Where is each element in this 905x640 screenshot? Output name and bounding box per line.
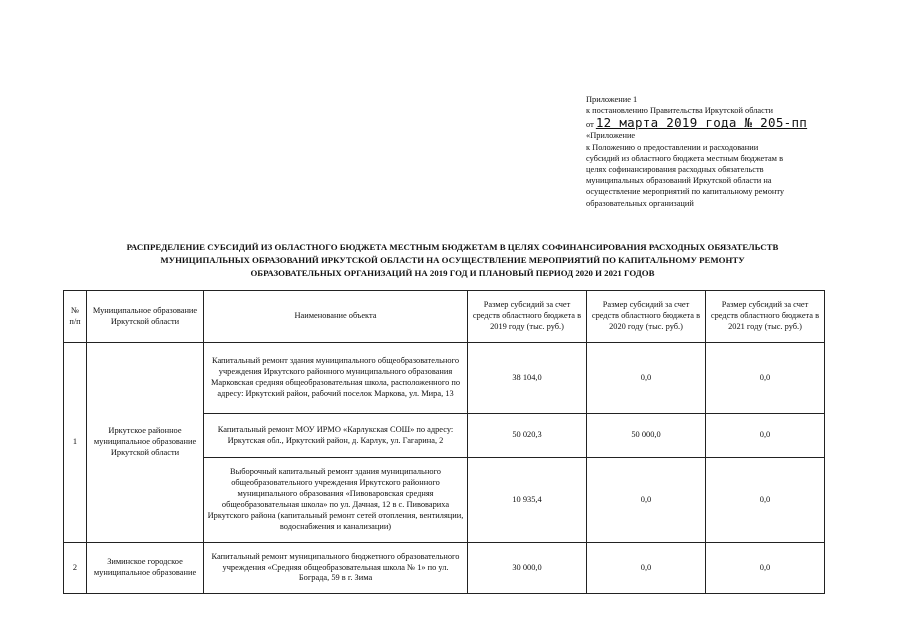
annex-line-4: «Приложение (586, 131, 636, 141)
amount-2021-cell: 0,0 (706, 458, 825, 543)
amount-2019-cell: 50 020,3 (468, 414, 587, 458)
object-name-cell: Выборочный капитальный ремонт здания муниципального общеобразовательного учреждения Иркутского районного муниципального образования «Пивоваровская средняя общеобразовательная школа» по ул. Дачная, 12 в с. Пивовариха Иркутского района (капитальный ремонт сетей отопления, вентиляции, водоснабжения и канализации) (204, 458, 468, 543)
title-line-1: РАСПРЕДЕЛЕНИЕ СУБСИДИЙ ИЗ ОБЛАСТНОГО БЮДЖЕТА МЕСТНЫМ БЮДЖЕТАМ В ЦЕЛЯХ СОФИНАНСИРОВАНИЯ РАСХОДНЫХ ОБЯЗАТЕЛЬСТВ (126, 242, 779, 252)
amount-2020-cell: 0,0 (587, 543, 706, 594)
annex-line-1: Приложение 1 (586, 95, 638, 104)
annex-line-10: образовательных организаций (586, 198, 694, 208)
amount-2021-cell: 0,0 (706, 343, 825, 414)
amount-2020-cell: 0,0 (587, 343, 706, 414)
header-municipality: Муниципальное образование Иркутской области (87, 291, 204, 343)
annex-date-handwritten: 12 марта 2019 года № 205-пп (595, 115, 808, 131)
table-row (64, 343, 825, 414)
amount-2021-cell: 0,0 (706, 543, 825, 594)
header-num: № п/п (64, 291, 87, 343)
header-2021: Размер субсидий за счет средств областного бюджета в 2021 году (тыс. руб.) (706, 291, 825, 343)
title-line-2: МУНИЦИПАЛЬНЫХ ОБРАЗОВАНИЙ ИРКУТСКОЙ ОБЛАСТИ НА ОСУЩЕСТВЛЕНИЕ МЕРОПРИЯТИЙ ПО КАПИТАЛЬНОМУ РЕМОНТУ (160, 255, 745, 265)
annex-date-line (586, 116, 886, 130)
amount-2019-cell: 30 000,0 (468, 543, 587, 594)
table-row (64, 543, 825, 594)
title-line-3: ОБРАЗОВАТЕЛЬНЫХ ОРГАНИЗАЦИЙ НА 2019 ГОД И ПЛАНОВЫЙ ПЕРИОД 2020 И 2021 ГОДОВ (250, 268, 655, 278)
amount-2020-cell: 0,0 (587, 458, 706, 543)
amount-2021-cell: 0,0 (706, 414, 825, 458)
municipality-cell: Зиминское городское муниципальное образование (87, 543, 204, 594)
annex-date-prefix: от (586, 120, 594, 130)
document-title (60, 241, 845, 280)
header-2019: Размер субсидий за счет средств областного бюджета в 2019 году (тыс. руб.) (468, 291, 587, 343)
object-name-cell: Капитальный ремонт муниципального бюджетного образовательного учреждения «Средняя общеобразовательная школа № 1» по ул. Бограда, 59 в г. Зима (204, 543, 468, 594)
municipality-cell: Иркутское районное муниципальное образование Иркутской области (87, 343, 204, 543)
object-name-cell: Капитальный ремонт МОУ ИРМО «Карлукская СОШ» по адресу: Иркутская обл., Иркутский район, д. Карлук, ул. Гагарина, 2 (204, 414, 468, 458)
amount-2020-cell: 50 000,0 (587, 414, 706, 458)
annex-line-8: муниципальных образований Иркутской области на (586, 176, 772, 186)
header-object: Наименование объекта (204, 291, 468, 343)
amount-2019-cell: 38 104,0 (468, 343, 587, 414)
annex-line-6: субсидий из областного бюджета местным бюджетам в (586, 153, 784, 163)
row-number: 2 (64, 543, 87, 594)
table-header-row (64, 291, 825, 343)
subsidy-table (63, 290, 825, 594)
annex-line-7: целях софинансирования расходных обязательств (586, 165, 764, 175)
object-name-cell: Капитальный ремонт здания муниципального общеобразовательного учреждения Иркутского районного муниципального образования Марковская средняя общеобразовательная школа, расположенного по адресу: Иркутский район, рабочий поселок Маркова, ул. Мира, 13 (204, 343, 468, 414)
amount-2019-cell: 10 935,4 (468, 458, 587, 543)
header-2020: Размер субсидий за счет средств областного бюджета в 2020 году (тыс. руб.) (587, 291, 706, 343)
annex-line-2: к постановлению Правительства Иркутской области (586, 106, 774, 116)
annex-block (586, 94, 886, 209)
row-number: 1 (64, 343, 87, 543)
annex-line-5: к Положению о предоставлении и расходовании (586, 142, 759, 152)
annex-line-9: осуществление мероприятий по капитальному ремонту (586, 187, 785, 197)
